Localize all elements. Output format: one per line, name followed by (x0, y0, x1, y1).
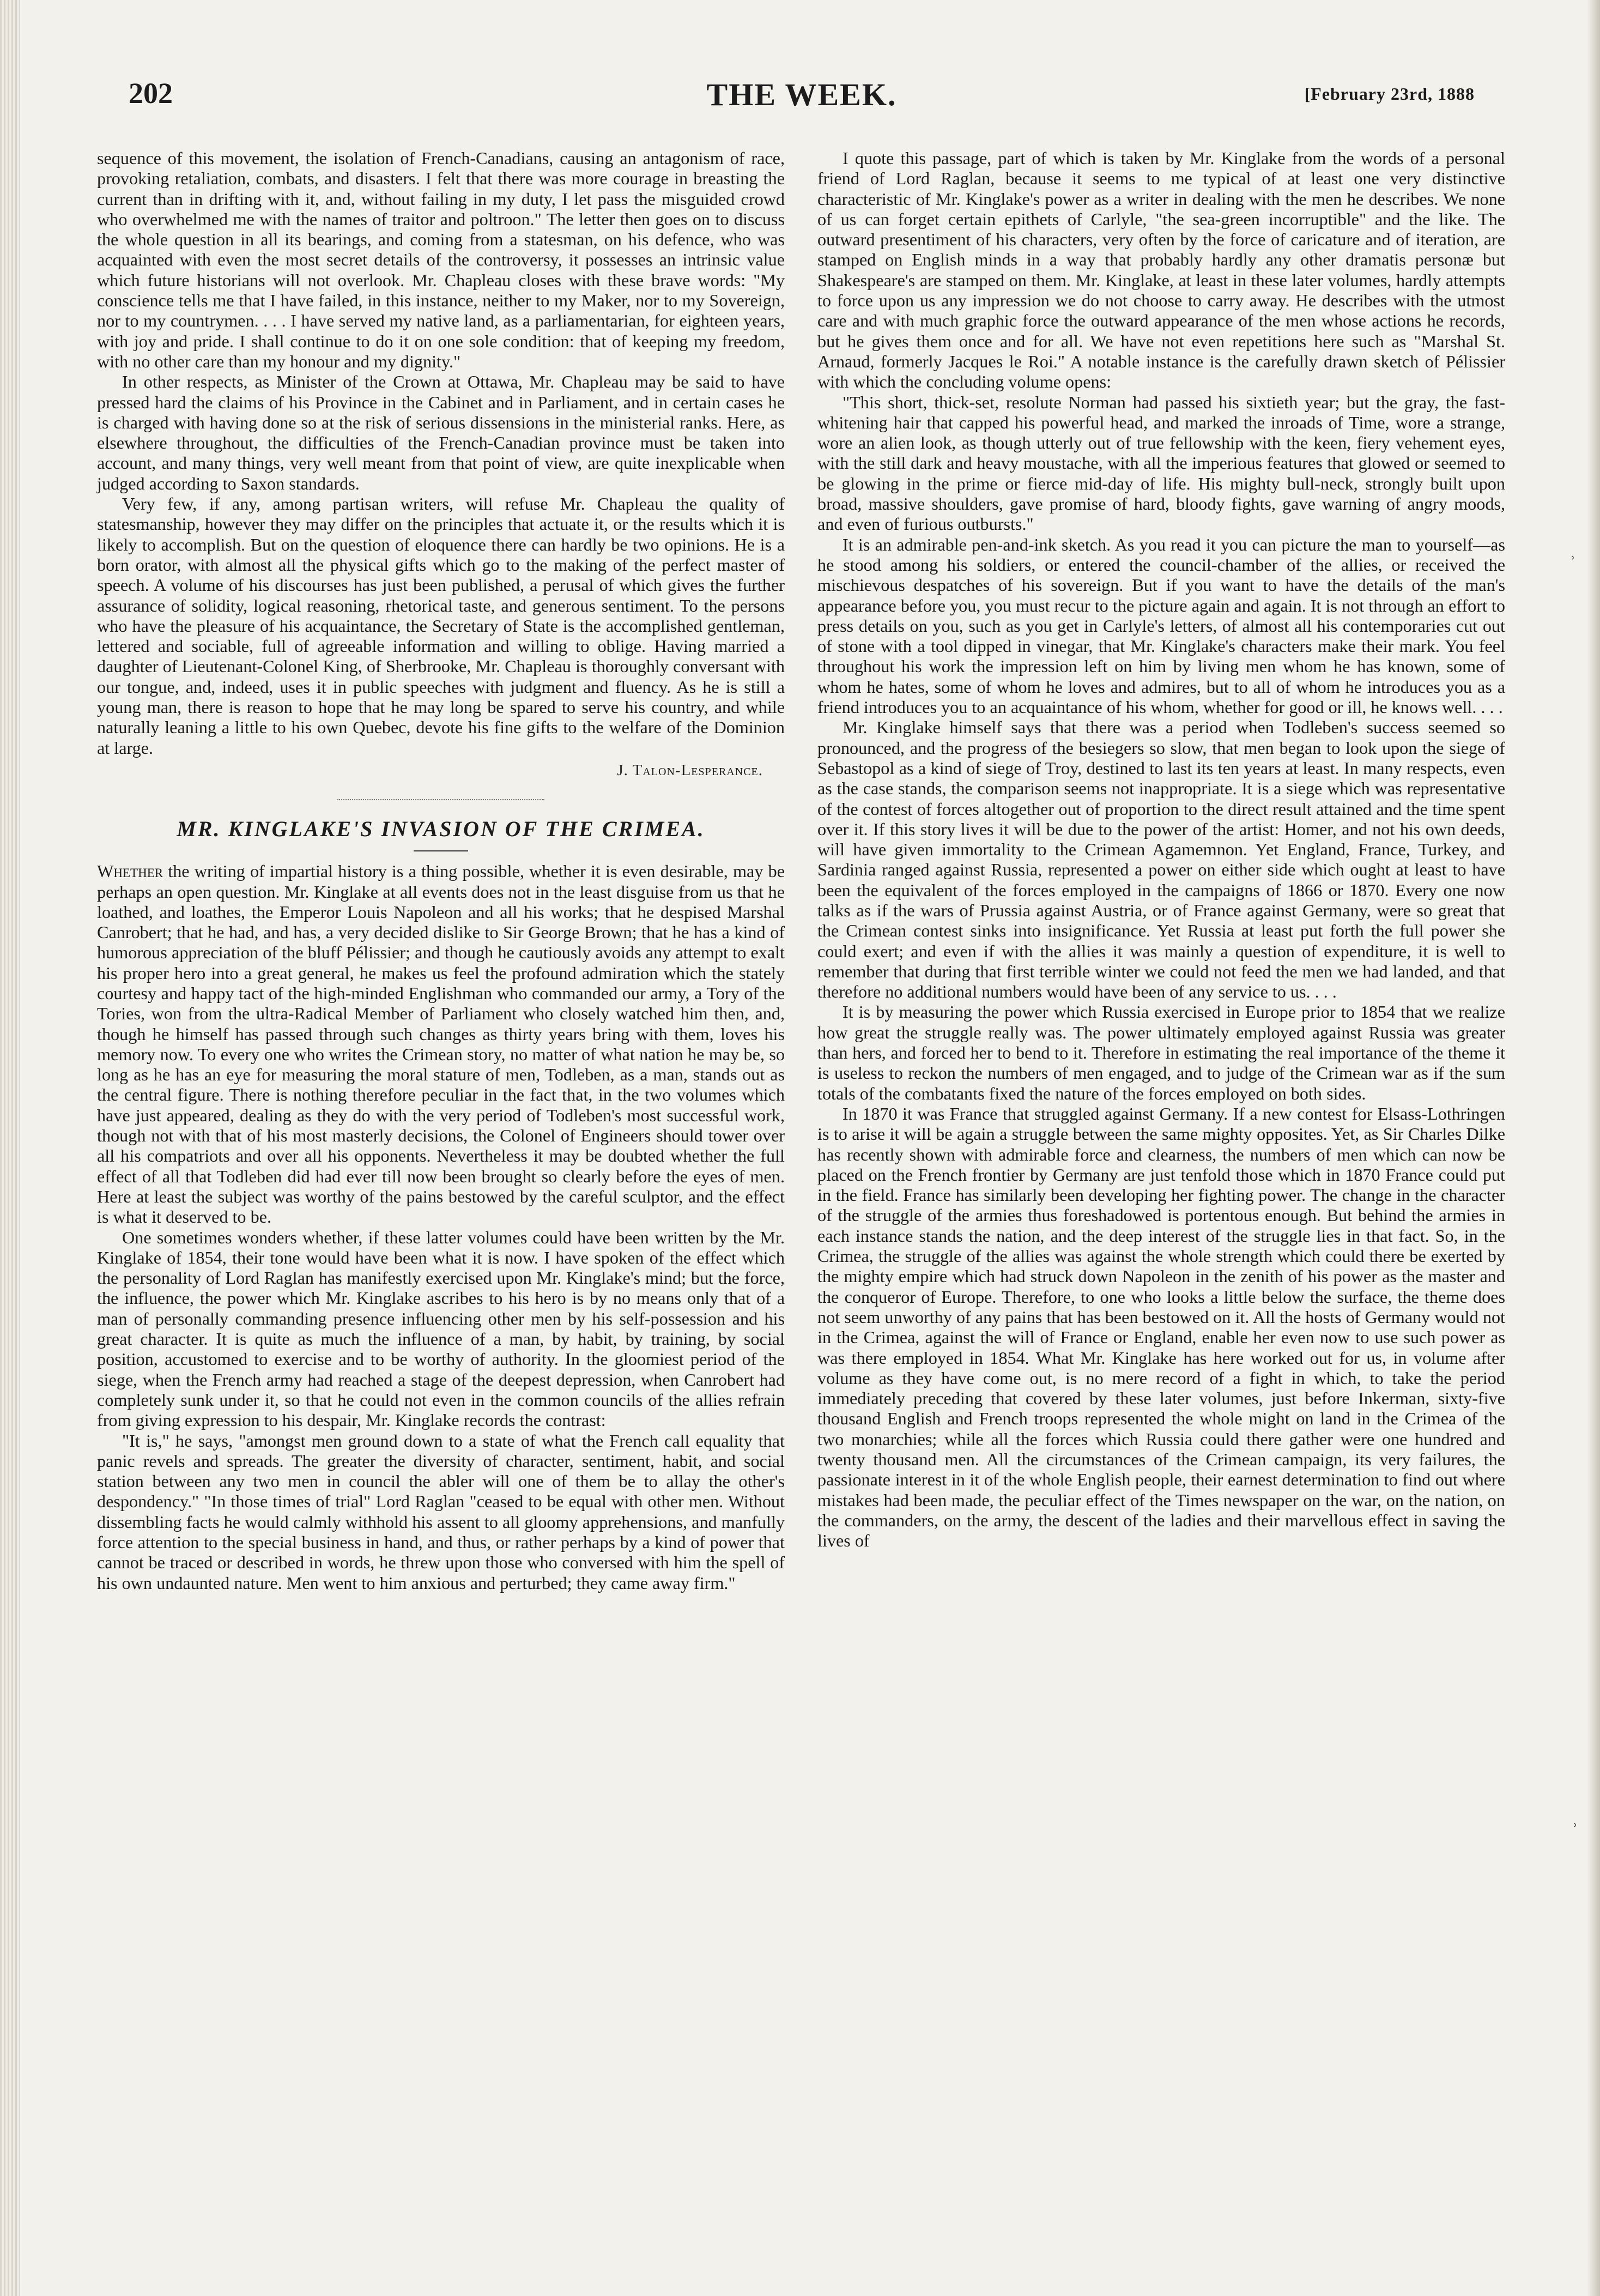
page-right-edge (1587, 0, 1600, 2296)
kinglake-paragraph-1 (97, 861, 785, 1227)
right-paragraph-4: Mr. Kinglake himself says that there was a period when Todleben's success seemed so pronounced, and the progress of the besiegers so slow, that men began to look upon the siege of Sebastopol as a kind of siege of Troy, destined to last its ten years at least. In many respects, even as the case stands, the comparison seems not inappropriate. It is a siege which was representative of the contest of forces altogether out of proportion to the direct result attained and the time spent over it. If this story lives it will be due to the power of the artist: Homer, and not his own deeds, will have given immortality to the Crimean Agamemnon. Yet England, France, Turkey, and Sardinia ranged against Russia, represented a power on either side which ought at least to have been the equivalent of the forces employed in the campaigns of 1866 or 1870. Every one now talks as if the wars of Prussia against Austria, or of France against Germany, were so great that the Crimean contest sinks into insignificance. Yet Russia at least put forth the full power she could exert; and even if with the allies it was mainly a question of expenditure, it is well to remember that during that first terrible winter we could not feed the men we had landed, and that therefore no additional numbers would have been of any service to us. . . . (817, 717, 1505, 1002)
page-binding-edge (0, 0, 20, 2296)
right-paragraph-5: It is by measuring the power which Russia exercised in Europe prior to 1854 that we realize how great the struggle really was. The power ultimately employed against Russia was greater than hers, and forced her to bend to it. Therefore in estimating the real importance of the theme it is useless to reckon the numbers of men engaged, and to judge of the Crimean war as if the sum totals of the combatants fixed the nature of the forces employed on both sides. (817, 1002, 1505, 1103)
kinglake-quote-paragraph: "It is," he says, "amongst men ground down to a state of what the French call equality that panic revels and spreads. The greater the diversity of character, sentiment, habit, and social station between any two men in council the abler will one of them be to allay the other's despondency." "In those times of trial" Lord Raglan "ceased to be equal with other men. Without dissembling facts he would calmly withhold his assent to all gloomy apprehensions, and manfully force attention to the special business in hand, and thus, or rather perhaps by a kind of power that cannot be traced or described in words, he threw upon those who conversed with him the spell of his own undaunted nature. Men went to him anxious and perturbed; they came away firm." (97, 1430, 785, 1593)
left-column (97, 148, 785, 1593)
section-divider (337, 799, 544, 800)
kinglake-paragraph-1-text: the writing of impartial history is a thing possible, whether it is even desirable, may be perhaps an open question. Mr. Kinglake at all events does not in the least disguise from us that he loathed, and loathes, the Emperor Louis Napoleon and all his works; that he despised Marshal Canrobert; that he had, and has, a very decided dislike to Sir George Brown; that he has a kind of humorous appreciation of the bluff Pélissier; and though he cautiously avoids any attempt to exalt his proper hero into a great general, he makes us feel the profound admiration which the stately courtesy and happy tact of the high-minded Englishman who commanded our army, a Tory of the Tories, won from the ultra-Radical Member of Parliament who closely watched him then, and, though he himself has passed through such changes as thirty years bring with them, loves his memory now. To every one who writes the Crimean story, no matter of what nation he may be, so long as he has an eye for measuring the moral stature of men, Todleben, as a man, stands out as the central figure. There is nothing therefore peculiar in the fact that, in the two volumes which have just appeared, dealing as they do with the very period of Todleben's most successful work, though not with that of his most masterly decisions, the Colonel of Engineers should tower over all his compatriots and over all his opponents. Nevertheless it may be doubted whether the full effect of all that Todleben did had ever till now been brought so clearly before the eyes of men. Here at least the subject was worthy of the pains bestowed by the careful sculptor, and the effect is what it deserved to be. (97, 861, 785, 1227)
margin-tick: ˒ (1569, 543, 1576, 565)
page-number: 202 (129, 77, 173, 110)
chapleau-paragraph-2: In other respects, as Minister of the Crown at Ottawa, Mr. Chapleau may be said to have pressed hard the claims of his Province in the Cabinet and in Parliament, and in certain cases he is charged with having done so at the risk of serious dissensions in the ministerial ranks. Here, as elsewhere throughout, the difficulties of the French-Canadian province must be taken into account, and many things, very well meant from that point of view, are quite inexplicable when judged according to Saxon standards. (97, 372, 785, 493)
page-header (129, 76, 1475, 120)
author-signature: J. Talon-Lesperance. (617, 761, 763, 779)
right-paragraph-3: It is an admirable pen-and-ink sketch. As you read it you can picture the man to yourself—as he stood among his soldiers, or entered the council-chamber of the allies, or received the mischievous despatches of his sovereign. But if you want to have the details of the man's appearance before you, you must recur to the picture again and again. It is not through an effort to press details on you, such as you get in Carlyle's letters, of almost all his contemporaries cut out of stone with a tool dipped in vinegar, that Mr. Kinglake's characters make their mark. You feel throughout his work the impression left on him by living men whom he has known, some of whom he hates, some of whom he loves and admires, but to all of whom he introduces you as a friend introduces you to an acquaintance of his whom, whether for good or ill, he knows well. . . . (817, 534, 1505, 717)
kinglake-paragraph-2: One sometimes wonders whether, if these latter volumes could have been written by the Mr. Kinglake of 1854, their tone would have been what it is now. I have spoken of the effect which the personality of Lord Raglan has manifestly exercised upon Mr. Kinglake's mind; but the force, the influence, the power which Mr. Kinglake ascribes to his hero is by no means only that of a man of personally commanding presence influencing other men by his self-possession and his great character. It is quite as much the influence of a man, by habit, by training, by social position, accustomed to exercise and to be worthy of authority. In the gloomiest period of the siege, when the French army had reached a stage of the deepest depression, when Canrobert had completely sunk under it, so that he could not even in the common councils of the allies refrain from giving expression to his despair, Mr. Kinglake records the contrast: (97, 1227, 785, 1430)
article-title: MR. KINGLAKE'S INVASION OF THE CRIMEA. (177, 817, 705, 842)
title-rule (414, 850, 468, 851)
chapleau-paragraph-3: Very few, if any, among partisan writers, will refuse Mr. Chapleau the quality of statesmanship, however they may differ on the principles that actuate it, or the results which it is likely to accomplish. But on the question of eloquence there can hardly be two opinions. He is a born orator, with almost all the physical gifts which go to the making of the perfect master of speech. A volume of his discourses has just been published, a perusal of which gives the further assurance of solidity, logical reasoning, rhetorical taste, and generous sentiment. To the persons who have the pleasure of his acquaintance, the Secretary of State is the accomplished gentleman, lettered and sociable, full of agreeable information and willing to oblige. Having married a daughter of Lieutenant-Colonel King, of Sherbrooke, Mr. Chapleau is thoroughly conversant with our tongue, and, indeed, uses it in public speeches with judgment and fluency. As he is still a young man, there is reason to hope that he may long be spared to serve his country, and while naturally leaning a little to his own Quebec, devote his fine gifts to the welfare of the Dominion at large. (97, 494, 785, 758)
right-paragraph-1: I quote this passage, part of which is taken by Mr. Kinglake from the words of a personal friend of Lord Raglan, because it seems to me typical of at least one very distinctive characteristic of Mr. Kinglake's power as a writer in dealing with the men he describes. We none of us can forget certain epithets of Carlyle, "the sea-green incorruptible" and the like. The outward presentiment of his characters, very often by the force of caricature and of iteration, are stamped on English minds in a way that probably hardly any other dramatis personæ but Shakespeare's are stamped on them. Mr. Kinglake, at least in these later volumes, hardly attempts to force upon us any impression we do not choose to carry away. He describes with the utmost care and with much graphic force the outward appearance of the men whose actions he records, but he gives them once and for all. We have not even repetitions here such as "Marshal St. Arnaud, formerly Jacques le Roi." A notable instance is the carefully drawn sketch of Pélissier with which the concluding volume opens: (817, 148, 1505, 392)
right-column (817, 148, 1505, 1551)
drop-word: Whether (97, 861, 163, 881)
journal-title: THE WEEK. (706, 77, 897, 112)
chapleau-paragraph-1: sequence of this movement, the isolation of French-Canadians, causing an antagonism of race, provoking retaliation, combats, and disasters. I felt that there was more courage in breasting the current than in drifting with it, and, without failing in my duty, I let pass the misguided crowd who overwhelmed me with the names of traitor and poltroon." The letter then goes on to discuss the whole question in all its bearings, and coming from a statesman, on his defence, who was acquainted with even the most secret details of the controversy, it possesses an intrinsic value which future historians will not overlook. Mr. Chapleau closes with these brave words: "My conscience tells me that I have failed, in this instance, neither to my Maker, nor to my Sovereign, nor to my countrymen. . . . I have served my native land, as a parliamentarian, for eighteen years, with joy and pride. I shall continue to do it on one sole condition: that of keeping my freedom, with no other care than my honour and my dignity." (97, 148, 785, 371)
right-paragraph-2: "This short, thick-set, resolute Norman had passed his sixtieth year; but the gray, the fast-whitening hair that capped his powerful head, and marked the inroads of Time, wore a strange, wore an alien look, as though utterly out of true fellowship with the keen, fiery vehement eyes, with the still dark and heavy moustache, with all the imperious features that glowed or seemed to be glowing in the prime or fierce mid-day of life. His mighty bull-neck, strongly built upon broad, massive shoulders, gave promise of hard, bloody fights, gave warning of angry moods, and even of furious outbursts." (817, 392, 1505, 534)
right-paragraph-6: In 1870 it was France that struggled against Germany. If a new contest for Elsass-Lothringen is to arise it will be again a struggle between the same mighty opposites. Yet, as Sir Charles Dilke has recently shown with admirable force and clearness, the numbers of men which can now be placed on the French frontier by Germany are just tenfold those which in 1870 France could put in the field. France has similarly been developing her fighting power. The change in the character of the struggle of the armies thus foreshadowed is portentous enough. But behind the armies in each instance stands the nation, and the deep interest of the struggle lies in that fact. So, in the Crimea, the struggle of the allies was against the whole strength which could there be exerted by the mighty empire which had struck down Napoleon in the zenith of his power as the master and the conqueror of Europe. Therefore, to one who looks a little below the surface, the theme does not seem unworthy of any pains that has been bestowed on it. All the hosts of Germany would not in the Crimea, against the will of France or England, enable her even now to use such power as was there employed in 1854. What Mr. Kinglake has here worked out for us, in volume after volume as they have come out, is no mere record of a fight in which, to take the period immediately preceding that covered by these later volumes, just before Inkerman, sixty-five thousand English and French troops represented the whole might on land in the Crimea of the two monarchies; while all the forces which Russia could there gather were one hundred and twenty thousand men. All the circumstances of the Crimean campaign, its very failures, the passionate interest in it of the whole English people, their earnest determination to find out where mistakes had been made, the peculiar effect of the Times newspaper on the war, on the nation, on the commanders, on the army, the descent of the ladies and their marvellous effect in saving the lives of (817, 1103, 1505, 1551)
issue-date: [February 23rd, 1888 (1304, 84, 1475, 104)
margin-tick: ˒ (1572, 1810, 1578, 1832)
